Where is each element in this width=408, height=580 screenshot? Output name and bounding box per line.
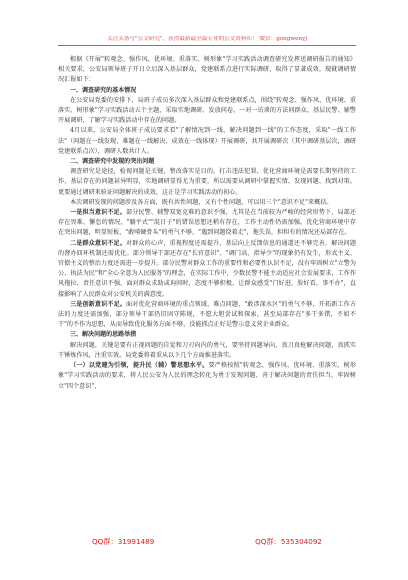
paragraph: 在公安局党委的安排下，局班子成员多次深入基层群众和党建联系点，围绕"转观念、强作风、优环境、重落实、树形象"学习实践活动五个主题，采取实地调研、发放问卷、一对一访谈的方法问群众、基层民警、辅警开展调研，了解学习实践活动中存在的问题。 (58, 96, 356, 125)
section-heading: 二、调查研究中发现的突出问题 (70, 158, 155, 166)
paragraph: 4月以来，公安局全体班子成员要求看"了解情况到一线、解决问题到一线"的工作态度，采取"一线工作法"（问题在一线发现、难题在一线解决、成效在一线体现）开展调研，共开展调研次（其中调研基层次，调研党建联系点次），调研人数共计人。 (58, 127, 356, 155)
header-banner: 关注头条号"公文研究"，获得最新最全最专业的公文资料库！ 微信：gongwenyj (107, 36, 307, 42)
section-heading: 三、解决问题的思路举措 (70, 331, 137, 339)
paragraph-text: 要严格按照"转观念、强作风、优环境、重落实、树形象"学习实践活动的要求，将人民公安为人民的理念转化为勇于发现问题、善于解决问题的责任担当，牢固树立"四个意识"， (58, 362, 356, 390)
paragraph: 根据《开展"转观念、强作风、优环境、重落实、树形象"学习实践活动调查研究发挥送调研报告的通知》相关要求，公安局领导班子开日立启深入基层群众，党建联系点进行实际调研，取得了显著成效。现就调研情况汇报如下： (58, 56, 356, 84)
paragraph-text: 面对优化营商环境的重点领域、难点问题，"敢涉深水区"的勇气不够，开拓新工作方法的力度还需加强，部分领导干部仍旧固守陈规，不愿大胆尝试和探索，甚至局部存在"多干多错，不如不干"的不作为思想，从而导致优化服务方面不够，没能抓点正好是警示意义营企业群众。 (58, 300, 356, 329)
paragraph-lead: 三是创新意识不足。 (70, 300, 127, 308)
paragraph-text: 对群众的心声，重视程度还需提升，基层向上反馈信息的通道还不够完善，解决问题的督办回环机制还需优化。部分领导干部还存在"长官意识"、"调门高、指导少"的现象仍有发生，形式主义、官僚主义的整治力度还需进一步提升。部分民警对群众工作的重要性和必要性认识不足，没有牢固树立"立警为公、执法为民"和"全心全意为人民服务"的理念，在实际工作中，少数民警不能主动适应社会发展要求，工作作风拖拉、责任意识不强，面对群众求助或询问时，态度不够积极，让群众感受"门好进，脸好看，事不办"，直接影响了人民群众对公安机关的满意度。 (58, 239, 356, 298)
paragraph-text: 部分民警、辅警双宽克难的意识不强，尤其是在当前较为严峻的经营形势下，局部还存在畏难、懈怠的情况，"躺平式""混日子"的错误思想还稍有存在，工作主动性仍需加强。优化营商环境中存在突出问题，明显短板，"敢啃硬骨头"的勇气不够，"遇到问题绕着走"，拖失误，担担有的情况还局部存在。 (58, 209, 356, 237)
paragraph-lead: 二是群众意识不足。 (70, 239, 126, 247)
footer-qq-2: QQ群：535304092 (255, 537, 322, 546)
paragraph-lead: 一是担当意识不足。 (70, 209, 126, 217)
paragraph-lead: （一）以党建为引领，提升民（辅）警思想水平。 (70, 362, 209, 370)
section-heading: 一、调查研究的基本情况 (70, 86, 137, 94)
paragraph: 本次调研发现的问题涉及各方面，既有共性问题，又有个性问题，可以用三个"意识不足"来概括。 (70, 198, 333, 206)
paragraph (58, 300, 356, 331)
paragraph (58, 208, 356, 239)
document-body (58, 55, 356, 392)
paragraph (58, 239, 356, 300)
footer (58, 537, 356, 547)
header-divider (58, 45, 356, 46)
paragraph: 解决问题，关键是要有正视问题的自觉和刀刃向内的勇气，要坚持问题导向，真刀真枪解决问题，真抓实干锤炼作风，注重实效。局党委将着重从以下几个方面推进落实。 (58, 341, 356, 359)
paragraph (58, 361, 356, 392)
paragraph: 调查研究是途径，检视问题是关键，整改落实是目的。打击违法犯罪，优化营商环境是需要长期坚持的工作，基层存在的问题甚异明显，实地调研显得尤为重要，所以需要从调研中掌握实情、发现问题、找到对策。更要通过调研来验证问题解决的成效，这正是学习实践活动的初心。 (58, 168, 356, 196)
footer-qq-1: QQ群：31991489 (92, 537, 155, 546)
